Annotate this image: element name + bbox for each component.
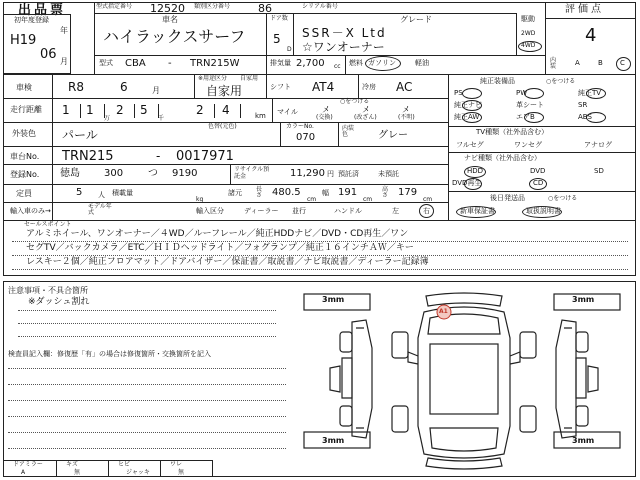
usage: 自家用	[206, 84, 243, 98]
ruibetsu: 86	[258, 2, 272, 15]
label-mileage: 走行距離	[10, 105, 42, 114]
label-width: 幅	[322, 189, 329, 197]
interior-color: グレー	[378, 130, 408, 141]
mile-opt-2: メ	[362, 105, 370, 114]
mileage-digit: 5	[140, 103, 148, 117]
navi-dvd: DVD	[530, 167, 546, 175]
dim-length-unit: cm	[307, 196, 317, 203]
color-no: 070	[296, 132, 316, 143]
tread-rear-left: 3mm	[322, 436, 345, 445]
notes-title: 注意事項・不具合箇所	[8, 286, 88, 295]
warranty-title: 後日発送品	[490, 194, 525, 202]
warranty-hint: ○をつける	[548, 195, 578, 202]
mileage-digit: 2	[116, 103, 124, 117]
label-drive: 駆動	[521, 15, 535, 23]
equipment-item: エアB	[516, 113, 535, 121]
label-load: 積載量	[112, 189, 133, 197]
load-unit: kg	[196, 196, 204, 203]
mile-opt-1: メ	[322, 105, 330, 114]
import-dealer: ディーラー	[244, 207, 279, 215]
chassis-prefix: TRN215	[62, 149, 114, 164]
kata-number: 12520	[150, 2, 185, 15]
tv-title: TV種類（社外品含む）	[476, 128, 549, 136]
label-usage: ※用途区分	[198, 75, 228, 82]
label-first-reg: 初年度登録	[14, 16, 49, 24]
label-dims: 諸元	[228, 189, 242, 197]
dim-height: 179	[398, 187, 418, 198]
interior-a: A	[575, 59, 580, 67]
tread-rear-right: 3mm	[572, 436, 595, 445]
label-grade: グレード	[400, 15, 432, 24]
shaken-month-unit: 月	[152, 86, 160, 95]
label-serial: シリアル番号	[302, 3, 338, 10]
equipment-selected-circle	[462, 88, 482, 99]
label-ruibetsu: 類別区分番号	[194, 3, 231, 10]
label-height: 高さ	[382, 186, 389, 199]
label-mile: マイル	[277, 108, 298, 116]
sales-line-2: セグTV／バックカメラ／ETC／ＨＩＤヘッドライト／フォグランプ／純正１６インチＡＷ／キー	[26, 243, 414, 253]
tv-analog: アナログ	[584, 141, 612, 149]
seats: 5	[76, 187, 83, 198]
first-reg-year-unit: 年	[60, 26, 68, 35]
model-code: TRN215W	[190, 58, 240, 69]
sales-line-3: レスキー２個／純正フロアマット／ドアバイザー／保証書／取説書／ナビ取説書／ディーラー記録簿	[26, 257, 429, 267]
navi-cd: CD	[533, 179, 544, 187]
tv-oneseg: ワンセグ	[514, 141, 542, 149]
label-kata-number: 型式指定番号	[96, 3, 133, 10]
label-import-type: 輸入区分	[196, 207, 224, 215]
equipment-item: PS	[454, 89, 463, 97]
mileage-digit: 1	[86, 103, 94, 117]
recycle-unit: 円	[327, 170, 334, 178]
label-displacement: 排気量	[270, 59, 291, 67]
plate-kana: つ	[148, 168, 158, 179]
score-value: 4	[585, 25, 597, 46]
displacement: 2,700	[296, 58, 325, 69]
drive-4wd: 4WD	[521, 42, 536, 49]
shaken-era: R8	[68, 80, 84, 94]
import-parallel: 並行	[292, 207, 306, 215]
label-shift: シフト	[270, 83, 291, 91]
displacement-unit: cc	[334, 63, 341, 70]
equipment-item: ABS	[578, 113, 592, 121]
dim-height-unit: cm	[423, 196, 433, 203]
label-color-no: カラーNo.	[286, 123, 314, 130]
car-diagram	[296, 288, 632, 474]
fuel-diesel: 軽油	[415, 59, 429, 67]
shift: AT4	[312, 80, 335, 94]
sales-title: セールスポイント	[24, 221, 72, 228]
warranty-item-2: 取扱説明書	[526, 207, 561, 215]
warranty-item-1: 新車保証書	[460, 207, 495, 215]
tread-front-right: 3mm	[572, 295, 595, 304]
navi-title: ナビ種類（社外品含む）	[464, 154, 541, 162]
navi-dvdplay: DVD再生	[452, 179, 482, 187]
equipment-hint: ○をつける	[546, 78, 576, 85]
mileage-digit: 2	[196, 103, 204, 117]
recycle-not-deposited: 未預託	[378, 170, 399, 178]
label-car-name: 車名	[162, 15, 178, 24]
equipment-title: 純正装備品	[480, 77, 515, 85]
equipment-item: SR	[578, 101, 588, 109]
tread-front-left: 3mm	[322, 295, 345, 304]
tv-fullseg: フルセグ	[456, 141, 484, 149]
dim-width-unit: cm	[363, 196, 373, 203]
legend-header: ヒビ	[118, 461, 131, 468]
label-shaken: 車検	[16, 83, 32, 92]
label-ac: 冷房	[362, 83, 376, 91]
plate-number: 9190	[172, 168, 198, 179]
car-name: ハイラックスサーフ	[103, 27, 246, 46]
handle-left: 左	[392, 207, 399, 215]
mileage-unit-km: km	[255, 112, 266, 120]
equipment-item: 革シート	[516, 101, 544, 109]
page-title: 出品票	[18, 3, 67, 18]
label-fuel: 燃料	[349, 59, 363, 67]
chassis-number: 0017971	[176, 149, 234, 164]
label-model-year: モデル年式	[88, 203, 112, 216]
label-model: 型式	[99, 59, 113, 67]
dim-length: 480.5	[272, 187, 301, 198]
label-import: 輸入車のみ→	[10, 207, 51, 215]
legend-value: A	[21, 469, 26, 476]
mileage-digit: 1	[62, 103, 70, 117]
equipment-item: 純正TV	[578, 89, 602, 97]
mile-sub-3: (不明)	[398, 114, 415, 121]
label-color-sub: 色替(元色)	[208, 123, 237, 130]
plate-class: 300	[104, 168, 124, 179]
label-length: 長さ	[256, 186, 263, 199]
equipment-item: PW	[516, 89, 528, 97]
label-interior-score: 内装	[550, 57, 557, 70]
doors: 5	[273, 32, 281, 46]
model-dash: -	[168, 58, 172, 69]
mileage-unit-sen: 千	[158, 115, 165, 122]
door-suffix: D	[287, 46, 292, 53]
chassis-dash: -	[156, 149, 161, 163]
label-chassis: 車台No.	[10, 152, 40, 161]
model-prefix: CBA	[125, 58, 146, 69]
mile-hint: ○をつける	[340, 98, 370, 105]
mile-opt-3: メ	[402, 105, 410, 114]
recycle-amount: 11,290	[290, 168, 325, 179]
damage-mark-label: A1	[439, 308, 448, 315]
fuel-gasoline: ガソリン	[368, 59, 396, 67]
mileage-unit-man: 万	[104, 115, 111, 122]
equipment-item: 純正AW	[454, 113, 480, 121]
interior-c: C	[620, 59, 625, 67]
label-exterior: 外装色	[12, 129, 36, 138]
label-interior-color: 内装色	[342, 125, 355, 138]
mileage-digit: 4	[222, 103, 230, 117]
interior-b: B	[598, 59, 603, 67]
dim-width: 191	[338, 187, 358, 198]
label-handle: ハンドル	[334, 207, 362, 215]
recycle-deposited: 預託済	[338, 170, 359, 178]
drive-2wd: 2WD	[521, 30, 536, 37]
shaken-month: 6	[120, 80, 128, 94]
navi-sd: SD	[594, 167, 604, 175]
label-recycle: リサイクル預託金	[234, 166, 270, 180]
seats-unit: 人	[98, 191, 105, 199]
legend-header: キズ	[66, 461, 78, 468]
label-score: 評価点	[565, 4, 604, 15]
label-plate: 登録No.	[10, 170, 40, 179]
first-reg-month-unit: 月	[60, 57, 68, 66]
mile-sub-2: (改ざん)	[354, 114, 377, 121]
grade-line1: SSR－X Ltd	[302, 26, 387, 40]
first-reg-era: H19	[10, 33, 37, 48]
handle-right: 右	[423, 207, 430, 215]
plate-region: 徳島	[60, 168, 80, 179]
sales-line-1: アルミホイール、ワンオーナー／４WD／ルーフレール／純正HDDナビ／DVD・CD再生／ワン	[26, 229, 409, 239]
legend-header: ドアミラー	[13, 461, 43, 468]
legend-value: 無	[74, 469, 81, 476]
legend-header: ワレ	[170, 461, 183, 468]
grade-line2: ☆ワンオーナー	[302, 40, 385, 54]
legend-value: 無	[178, 469, 185, 476]
legend-value: ジャッキ	[126, 469, 150, 476]
notes-line-1: ※ダッシュ割れ	[28, 297, 90, 307]
usage-sub: 自家用	[240, 75, 259, 82]
inspector-title: 検査員記入欄：修復歴「有」の場合は修復箇所・交換箇所を記入	[8, 350, 211, 358]
label-seats: 定員	[16, 189, 32, 198]
ac: AC	[396, 80, 413, 94]
equipment-item: 純正ナビ	[454, 101, 482, 109]
navi-hdd: HDD	[467, 167, 484, 175]
first-reg-month: 06	[40, 47, 57, 62]
mile-sub-1: (交換)	[316, 114, 333, 121]
label-doors: ドア数	[270, 15, 288, 22]
exterior-color: パール	[62, 128, 98, 142]
